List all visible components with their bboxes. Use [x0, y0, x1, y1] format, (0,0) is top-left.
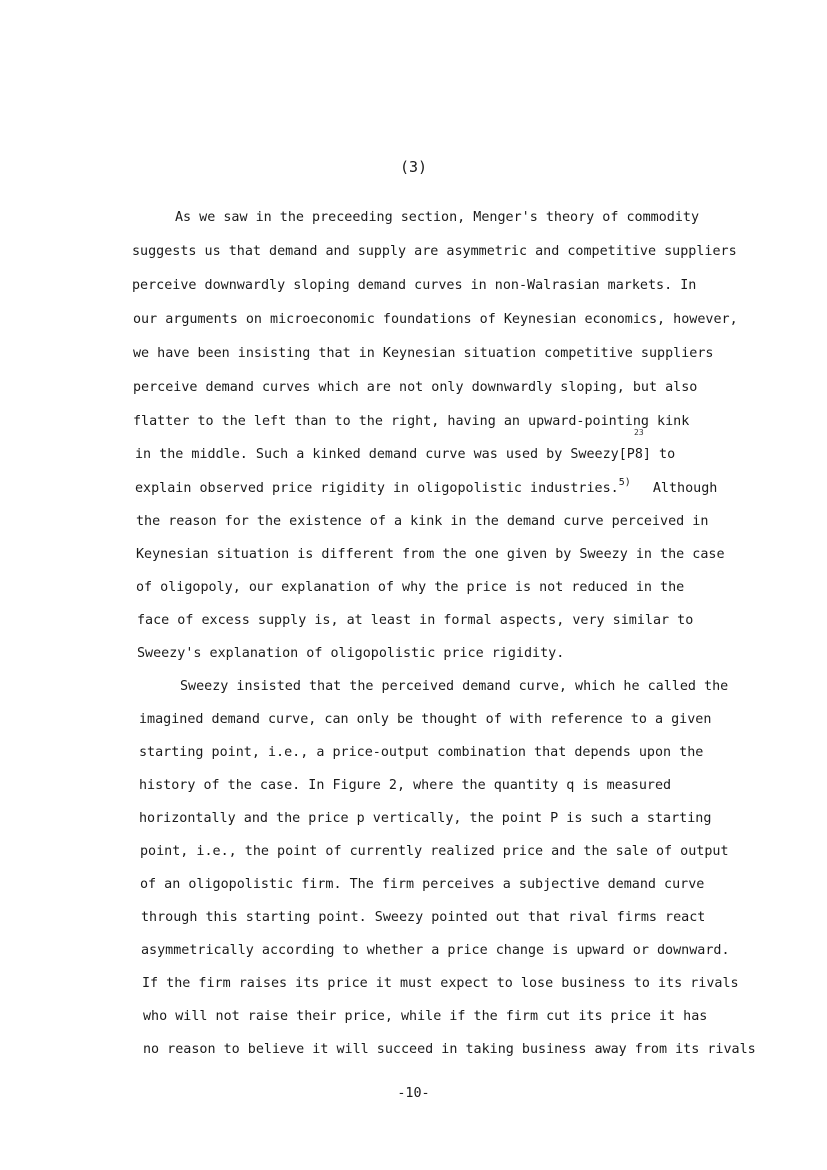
- text-line-23: asymmetrically according to whether a price change is upward or downward.: [141, 943, 730, 958]
- footnote-mark: 5): [618, 477, 631, 488]
- text-line-22: through this starting point. Sweezy pointed out that rival firms react: [141, 910, 706, 925]
- text-line-17: starting point, i.e., a price-output combination that depends upon the: [139, 745, 704, 760]
- text-line-2: suggests us that demand and supply are asymmetric and competitive suppliers: [132, 244, 737, 259]
- text-line-13: face of excess supply is, at least in formal aspects, very similar to: [137, 613, 694, 628]
- text-line-12: of oligopoly, our explanation of why the price is not reduced in the: [136, 580, 685, 595]
- section-number: (3): [399, 158, 428, 176]
- text-line-6: perceive demand curves which are not only downwardly sloping, but also: [133, 380, 698, 395]
- text-line-9-tail: Although: [652, 481, 718, 496]
- text-line-21: of an oligopolistic firm. The firm perceives a subjective demand curve: [140, 877, 705, 892]
- text-line-5: we have been insisting that in Keynesian situation competitive suppliers: [133, 346, 714, 361]
- text-line-11: Keynesian situation is different from the one given by Sweezy in the case: [136, 547, 725, 562]
- page-number: -10-: [397, 1086, 430, 1101]
- text-line-24: If the firm raises its price it must expect to lose business to its rivals: [142, 976, 739, 991]
- text-line-26: no reason to believe it will succeed in taking business away from its rivals: [143, 1042, 756, 1057]
- text-line-14: Sweezy's explanation of oligopolistic price rigidity.: [137, 646, 565, 661]
- text-line-10: the reason for the existence of a kink in the demand curve perceived in: [136, 514, 709, 529]
- text-line-4: our arguments on microeconomic foundations of Keynesian economics, however,: [133, 312, 738, 327]
- text-line-16: imagined demand curve, can only be thought of with reference to a given: [139, 712, 712, 727]
- text-line-20: point, i.e., the point of currently realized price and the sale of output: [140, 844, 729, 859]
- text-line-19: horizontally and the price p vertically, the point P is such a starting: [139, 811, 712, 826]
- text-line-9-main: explain observed price rigidity in oligopolistic industries.: [135, 481, 619, 496]
- text-line-9: [135, 477, 718, 498]
- text-line-8: in the middle. Such a kinked demand curve was used by Sweezy[P8] to: [135, 447, 676, 462]
- reference-annotation: 23: [634, 428, 644, 437]
- text-line-15: Sweezy insisted that the perceived demand curve, which he called the: [180, 679, 729, 694]
- text-line-7: flatter to the left than to the right, having an upward-pointing kink: [133, 414, 690, 429]
- text-line-3: perceive downwardly sloping demand curves in non-Walrasian markets. In: [132, 278, 697, 293]
- text-line-1: As we saw in the preceeding section, Menger's theory of commodity: [175, 210, 700, 225]
- text-line-25: who will not raise their price, while if the firm cut its price it has: [143, 1009, 708, 1024]
- text-line-18: history of the case. In Figure 2, where the quantity q is measured: [139, 778, 672, 793]
